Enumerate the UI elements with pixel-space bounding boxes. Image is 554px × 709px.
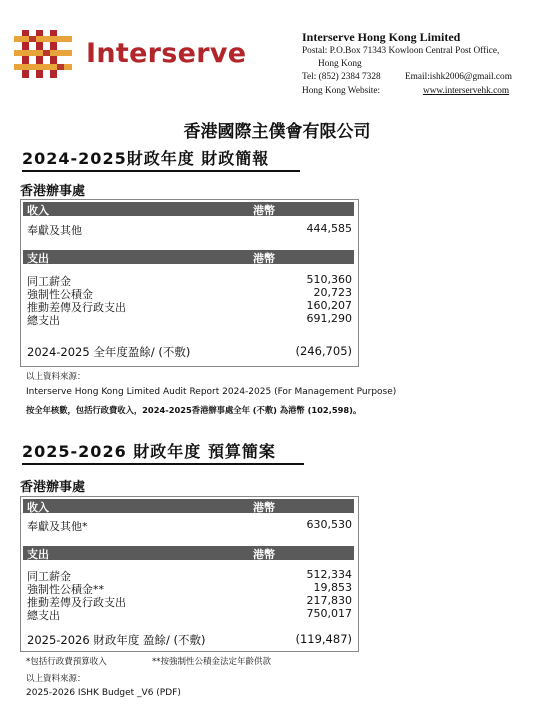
income-header: 收入 <box>27 204 49 217</box>
postal-address: Postal: P.O.Box 71343 Kowloon Central Post Office, <box>302 46 500 56</box>
total-label: 2024-2025 全年度盈餘/ (不敷) <box>27 345 191 359</box>
income-header-bar <box>23 499 354 513</box>
section-title-2024: 2024-2025財政年度 財政簡報 <box>22 146 300 172</box>
row-value: 19,853 <box>313 581 352 594</box>
expense-header: 支出 <box>27 548 49 561</box>
expense-header-bar <box>23 250 354 264</box>
total-label: 2025-2026 財政年度 盈餘/ (不敷) <box>27 633 206 647</box>
currency-header: 港幣 <box>253 204 275 217</box>
table-row <box>27 581 352 594</box>
footnote-2024: 按全年核數，包括行政費收入，2024-2025香港辦事處全年 (不敷) 為港幣 (102,598)。 <box>26 405 362 415</box>
table-row <box>27 222 352 235</box>
total-row <box>27 632 352 645</box>
table-row <box>27 568 352 581</box>
income-header: 收入 <box>27 501 49 514</box>
table-row <box>27 273 352 286</box>
currency-header: 港幣 <box>253 501 275 514</box>
row-label: 強制性公積金 <box>27 288 93 301</box>
website-label: Hong Kong Website: <box>302 86 381 96</box>
row-label: 總支出 <box>27 609 60 622</box>
interserve-logo-icon <box>14 28 74 80</box>
page-title: 香港國際主僕會有限公司 <box>183 122 371 142</box>
table-row <box>27 312 352 325</box>
row-value: 20,723 <box>313 286 352 299</box>
row-label: 同工薪金 <box>27 275 71 288</box>
email[interactable]: Email:ishk2006@gmail.com <box>405 72 512 82</box>
office-label-2025: 香港辦事處 <box>20 480 86 495</box>
source-label-2025: 以上資料來源： <box>26 674 86 684</box>
section-title-2025: 2025-2026 財政年度 預算簡案 <box>22 439 304 465</box>
telephone: Tel: (852) 2384 7328 <box>302 72 381 82</box>
row-value: 512,334 <box>306 568 352 581</box>
income-header-bar <box>23 202 354 216</box>
row-value: 750,017 <box>306 607 352 620</box>
website-link[interactable]: www.interservehk.com <box>423 86 510 96</box>
table-row <box>27 299 352 312</box>
total-value: (246,705) <box>295 344 352 358</box>
logo-wordmark: Interserve <box>86 38 247 69</box>
row-value: 630,530 <box>306 518 352 531</box>
row-label: 同工薪金 <box>27 570 71 583</box>
expense-header: 支出 <box>27 252 49 265</box>
row-value: 510,360 <box>306 273 352 286</box>
source-text-2025: 2025-2026 ISHK Budget _V6 (PDF) <box>26 688 181 698</box>
total-value: (119,487) <box>295 632 352 646</box>
currency-header: 港幣 <box>253 252 275 265</box>
currency-header: 港幣 <box>253 548 275 561</box>
footnote-note1: *包括行政費預算收入 <box>26 657 107 667</box>
table-row <box>27 607 352 620</box>
row-label: 強制性公積金** <box>27 583 104 596</box>
table-row <box>27 594 352 607</box>
source-label-2024: 以上資料來源： <box>26 372 86 382</box>
org-name: Interserve Hong Kong Limited <box>302 30 461 44</box>
row-label: 推動差傳及行政支出 <box>27 301 126 314</box>
postal-city: Hong Kong <box>318 59 362 69</box>
row-value: 217,830 <box>306 594 352 607</box>
row-label: 奉獻及其他 <box>27 224 82 237</box>
row-value: 160,207 <box>306 299 352 312</box>
expense-header-bar <box>23 546 354 560</box>
row-value: 691,290 <box>306 312 352 325</box>
table-row <box>27 518 352 531</box>
financial-table-2024 <box>20 199 359 367</box>
source-text-2024: Interserve Hong Kong Limited Audit Report 2024-2025 (For Management Purpose) <box>26 387 397 397</box>
table-row <box>27 286 352 299</box>
row-label: 奉獻及其他* <box>27 520 88 533</box>
row-label: 推動差傳及行政支出 <box>27 596 126 609</box>
row-label: 總支出 <box>27 314 60 327</box>
office-label-2024: 香港辦事處 <box>20 184 86 199</box>
budget-table-2025 <box>20 496 359 652</box>
footnote-note2: **按強制性公積金法定年齡供款 <box>152 657 272 667</box>
total-row <box>27 344 352 357</box>
row-value: 444,585 <box>306 222 352 235</box>
